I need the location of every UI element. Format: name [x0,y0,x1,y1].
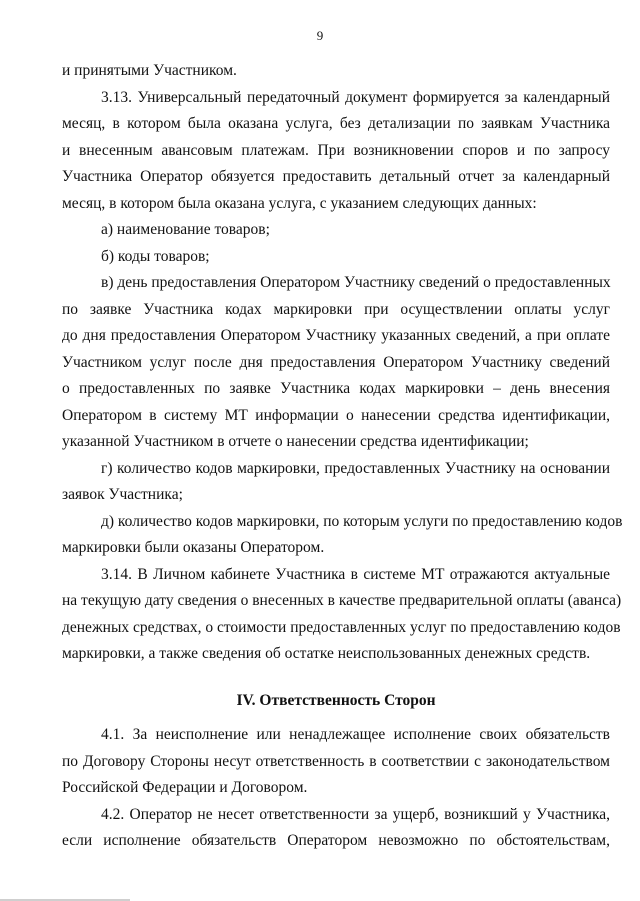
text-line: маркировки были оказаны Оператором. [62,539,325,556]
text-line: и внесенным авансовым платежам. При возникновении споров и по запросу [62,141,610,159]
list-item: б) коды товаров; [101,247,210,265]
text-line: заявок Участника; [62,486,183,503]
text-line: месяц, в котором была оказана услуга, без детализации по заявкам Участника [62,115,610,132]
text-line: Российской Федерации и Договором. [62,779,308,796]
text-line: и принятыми Участником. [62,62,237,79]
text-line: на текущую дату сведения о внесенных в качестве предварительной оплаты (аванса) [62,592,622,609]
text-line: о предоставленных по заявке Участника кодах маркировки – день внесения [62,380,610,397]
text-line: г) количество кодов маркировки, предоставленных Участнику на основании [101,459,610,477]
text-line: месяц, в котором была оказана услуга, с указанием следующих данных: [62,194,537,212]
section-heading: IV. Ответственность Сторон [236,691,436,709]
text-line: маркировки, а также сведения об остатке неиспользованных денежных средств. [62,645,591,662]
text-line: 4.1. За неисполнение или ненадлежащее исполнение своих обязательств [101,726,610,743]
text-line: если исполнение обязательств Оператором невозможно по обстоятельствам, [62,832,610,849]
text-line: указанной Участником в отчете о нанесении средства идентификации; [62,433,529,450]
document-body [62,58,623,855]
text-line: по Договору Стороны несут ответственность в соответствии с законодательством [62,752,610,770]
text-line: 3.13. Универсальный передаточный документ формируется за календарный [101,88,610,106]
text-line: Участником услуг после дня предоставления Оператором Участнику сведений [62,353,610,371]
text-line: 3.14. В Личном кабинете Участника в системе МТ отражаются актуальные [101,565,610,583]
list-item: а) наименование товаров; [101,221,270,238]
text-line: до дня предоставления Оператором Участнику указанных сведений, а при оплате [62,327,610,344]
text-line: по заявке Участника кодах маркировки при осуществлении оплаты услуг [62,300,610,318]
text-line: в) день предоставления Оператором Участнику сведений о предоставленных [101,274,611,291]
text-line: Участника Оператор обязуется предоставить детальный отчет за календарный [62,168,610,185]
text-line: денежных средствах, о стоимости предоставленных услуг по предоставлению кодов [62,618,621,636]
page-number: 9 [316,28,324,43]
text-line: 4.2. Оператор не несет ответственности за ущерб, возникший у Участника, [101,805,610,823]
text-line: д) количество кодов маркировки, по которым услуги по предоставлению кодов [101,512,623,530]
text-line: Оператором в систему МТ информации о нанесении средства идентификации, [62,406,610,424]
